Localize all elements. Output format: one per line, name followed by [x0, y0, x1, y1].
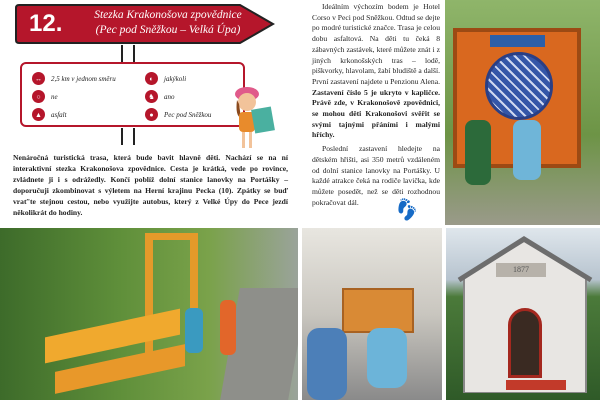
- route-info-box: [20, 62, 245, 127]
- info-dog: [145, 90, 175, 103]
- distance-icon: ↔: [32, 72, 45, 85]
- route-title: [83, 8, 253, 38]
- body-text: [312, 2, 440, 208]
- girl-with-map-illustration: [225, 82, 277, 150]
- sign-post: [121, 128, 123, 145]
- body-paragraph-1: [312, 2, 440, 141]
- info-distance: [32, 72, 116, 85]
- dog-icon: ♞: [145, 90, 158, 103]
- sign-post: [133, 128, 135, 145]
- info-location: [145, 108, 211, 121]
- info-stroller: [145, 72, 186, 85]
- info-label: jakýkoli: [164, 74, 187, 83]
- intro-paragraph: Nenáročná turistická trasa, která bude bavit hlavně děti. Nachází se na ní interaktivní stezka Krakonošova zpovědnice. Cesta je krátká, vede po rovince, zvládnete ji i s odrážedly. Končí poblíž dolní stanice lanovky na Portášky – doporučuji zkombinovat s výletem na Herní krajinu Pecka (10). Zpátky se buď vrať'te stejnou cestou, nebo využijte autobus, který z Velké Úpy do Pece jezdí několikrát do hodiny.: [13, 153, 288, 217]
- sign-post: [133, 45, 135, 62]
- info-label: ne: [51, 92, 58, 101]
- info-label: asfalt: [51, 110, 67, 119]
- photo-chapel: [446, 228, 600, 400]
- route-sign-header: [15, 3, 275, 45]
- route-number: 12.: [29, 10, 63, 37]
- info-label: ano: [164, 92, 175, 101]
- text: Ideálním výchozím bodem je Hotel Corso v Peci pod Sněžkou. Odtud se dejte po modré turistické značce. Trasa je celou dobu asfaltová. Na děti tu čeká 8 zábavných zastávek, které můžete znát i z jiných krkonošských tras – lodě, piškvorky, hlavolam, žabí bludiště a další. První zastavení najdete u Penzionu Alena.: [312, 2, 440, 86]
- title-line-1: Stezka Krakonošova zpovědnice: [94, 9, 242, 21]
- location-pin-icon: ●: [145, 108, 158, 121]
- circle-route-icon: ○: [32, 90, 45, 103]
- sign-post: [121, 45, 123, 62]
- info-label: 2,5 km v jednom směru: [51, 74, 116, 83]
- bold-text: Zastavení číslo 5 je ukryto v kapličce. Právě zde, v Krakonošově zpovědnici, se mohou děti Krakonošovi svěřit se svými tajnými přáními i malými hříchy.: [312, 87, 440, 140]
- info-circular: [32, 90, 58, 103]
- photo-kids-game-board: [445, 0, 600, 225]
- chapel-date-plaque: 1877: [496, 263, 546, 277]
- info-label: Pec pod Sněžkou: [164, 110, 212, 119]
- surface-icon: ▲: [32, 108, 45, 121]
- stroller-icon: ◐: [145, 72, 158, 85]
- photo-bench-and-kids: [0, 228, 298, 400]
- photo-kids-at-box: [302, 228, 442, 400]
- footprints-icon: 👣: [392, 196, 421, 224]
- info-surface: [32, 108, 67, 121]
- body-paragraph-2: Poslední zastavení hledejte na dětském hřišti, asi 350 metrů vzdáleném od dolní stanice lanovky na Portášky. U každé atrakce čeká na rodiče lavička, kde můžete posedět, než se děti rozhodnou pokračovat dál.: [312, 144, 440, 207]
- title-line-2: (Pec pod Sněžkou – Velká Úpa): [95, 24, 241, 36]
